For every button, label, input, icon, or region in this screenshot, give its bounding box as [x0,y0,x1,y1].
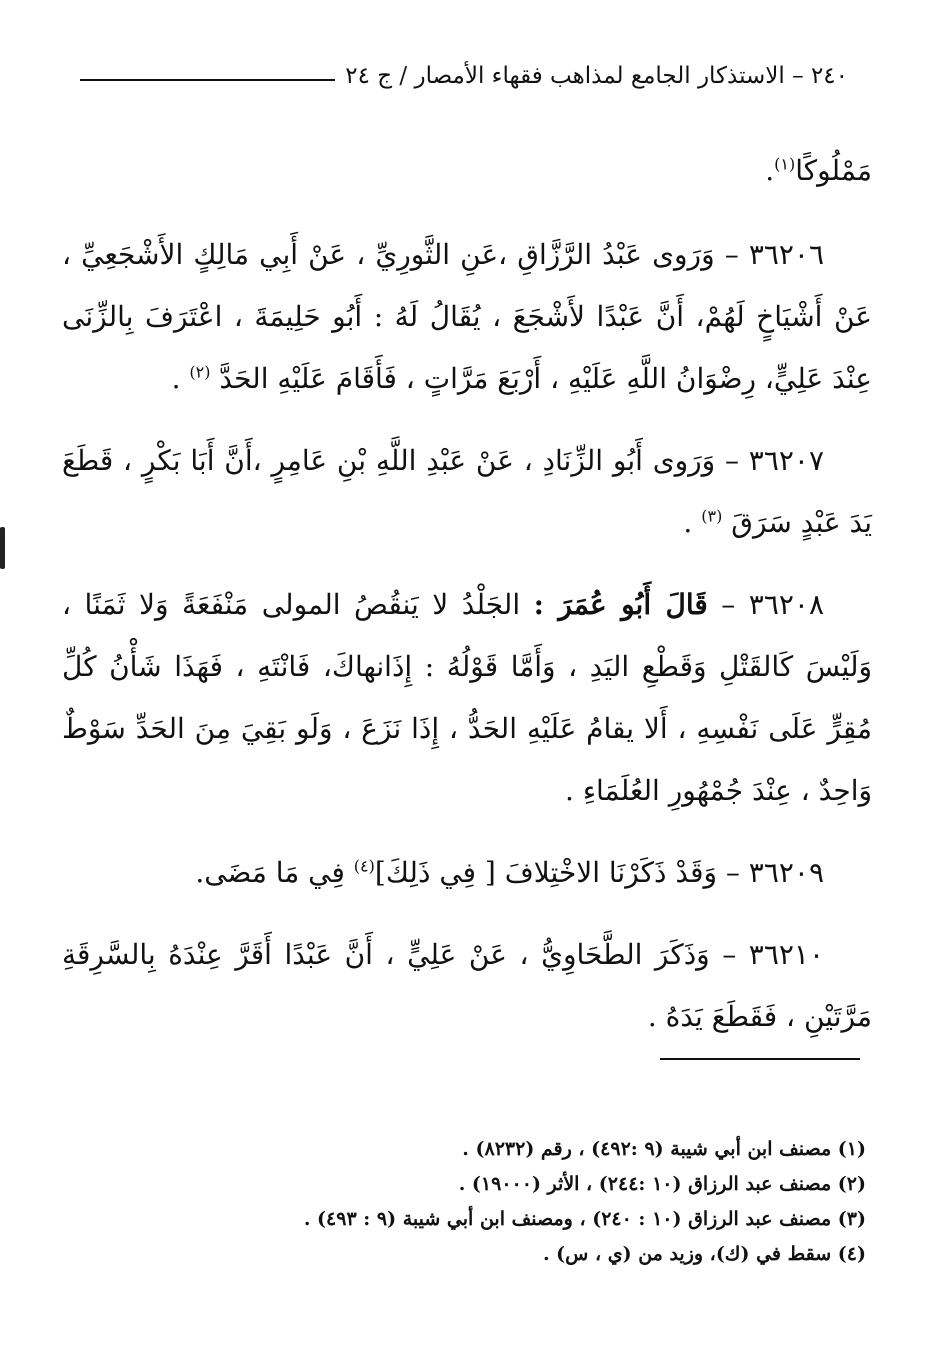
paragraph-end: . [683,506,693,539]
footnote-1: (١) مصنف ابن أبي شيبة (٩ :٤٩٢) ، رقم (٨٢٣٢) . [462,1138,866,1160]
footnote-separator [660,1058,860,1060]
paragraph-36210 [62,924,872,1048]
paragraph-tail: فِي مَا مَضَى [204,856,345,889]
footnote-4: (٤) سقط في (ك)، وزيد من (ي ، س) . [542,1243,866,1265]
page-header [80,56,848,96]
paragraph-end: . [565,774,574,807]
paragraph-text: الجَلْدُ لا يَنقُصُ المولى مَنْفَعَةً وَلا ثَمَنًا ، وَلَيْسَ كَالقَتْلِ وَقَطْعِ اليَدِ ، وَأَمَّا قَوْلُهُ : إِذَانهاكَ، فَانْتَهِ ، فَهَذَا شَأْنُ كُلِّ مُقِرٍّ عَلَى نَفْسِهِ ، أَلا يقامُ عَلَيْهِ الحَدُّ ، إِذَا نَزَعَ ، وَلَو بَقِيَ مِنَ الحَدِّ سَوْطٌ وَاحِدٌ ، عِنْدَ جُمْهُورِ العُلَمَاءِ [62,588,872,807]
footnote-ref: (١) [774,154,796,174]
paragraph-36207 [62,430,872,554]
paragraph-end: . [171,362,181,395]
footnote-ref: (٤) [353,856,375,876]
paragraph-number: ٣٦٢٠٨ – [721,588,824,621]
paragraph-number: ٣٦٢١٠ – [722,938,824,971]
paragraph-text: وَرَوى أَبُو الزِّنَادِ ، عَنْ عَبْدِ اللَّهِ بْنِ عَامِرٍ ،أَنَّ أَبَا بَكْرٍ ، قَطَعَ يَدَ عَبْدٍ سَرَقَ [62,444,872,539]
paragraph-end: . [647,1000,657,1033]
paragraph-text: وَذَكَرَ الطَّحَاوِيُّ ، عَنْ عَلِيٍّ ، أَنَّ عَبْدًا أَقَرَّ عِنْدَهُ بِالسَّرِقَةِ مَرَّتَيْنِ ، فَقَطَعَ يَدَهُ [62,938,872,1033]
continuation-word: مَمْلُوكًا [795,154,872,187]
footnotes [66,1132,866,1272]
footnote-ref: (٢) [189,362,211,382]
continuation-line [62,140,872,202]
main-text [62,140,872,1068]
footnote-2: (٢) مصنف عبد الرزاق (١٠ :٢٤٤) ، الأثر (١٩٠٠٠) . [458,1173,866,1195]
header-rule [80,79,335,81]
paragraph-36206 [62,224,872,410]
running-title: ٢٤٠ – الاستذكار الجامع لمذاهب فقهاء الأمصار / ج ٢٤ [345,63,848,89]
paragraph-36209 [62,842,872,904]
scan-edge-mark [0,527,5,569]
footnote-3: (٣) مصنف عبد الرزاق (١٠ : ٢٤٠) ، ومصنف ابن أبي شيبة (٩ : ٤٩٣) . [303,1208,866,1230]
paragraph-number: ٣٦٢٠٧ – [724,444,824,477]
paragraph-number: ٣٦٢٠٩ – [725,856,824,889]
paragraph-number: ٣٦٢٠٦ – [724,238,825,271]
continuation-end: . [765,154,775,187]
paragraph-text: وَرَوى عَبْدُ الرَّزَّاقِ ،عَنِ الثَّورِيِّ ، عَنْ أَبِي مَالِكٍ الأَشْجَعِيِّ ، عَنْ أَشْيَاخٍ لَهُمْ، أَنَّ عَبْدًا لأَشْجَعَ ، يُقَالُ لَهُ : أَبُو حَلِيمَةَ ، اعْتَرَفَ بِالزِّنَى عِنْدَ عَلِيٍّ، رِضْوَانُ اللَّهِ عَلَيْهِ ، أَرْبَعَ مَرَّاتٍ ، فَأَقَامَ عَلَيْهِ الحَدَّ [62,238,872,395]
speaker-lead: قَالَ أَبُو عُمَرَ : [533,588,708,621]
paragraph-text: وَقَدْ ذَكَرْنَا الاخْتِلافَ [ فِي ذَلِكَ] [374,856,717,889]
paragraph-36208 [62,574,872,822]
paragraph-end: . [195,856,205,889]
footnote-ref: (٣) [701,506,723,526]
